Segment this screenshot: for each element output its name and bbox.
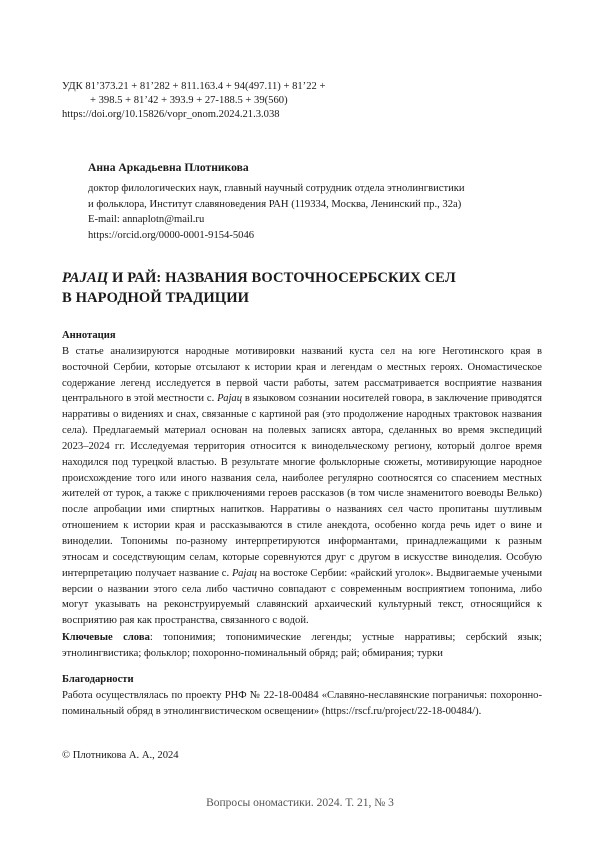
journal-footer: Вопросы ономастики. 2024. Т. 21, № 3 [206, 797, 394, 809]
keywords-section [62, 630, 542, 662]
author-email[interactable]: E-mail: annaplotn@mail.ru [88, 214, 205, 226]
title-italic-word: РАЈАЦ [62, 270, 109, 286]
abstract-part-3: на востоке Сербии: «райский уголок». Выдвигаемые учеными версии о названии этого села либо частично совпадают с современным восприятием топонима, либо могут указывать на реконструируемый славянский архаический культурный текст, относящийся к восприятию рая как пространства, связанного с водой. [62, 567, 542, 627]
copyright: © Плотникова А. А., 2024 [62, 750, 179, 761]
keywords-text [62, 630, 542, 662]
acknowledgements-heading: Благодарности [62, 674, 134, 685]
author-name: Анна Аркадьевна Плотникова [88, 161, 249, 174]
abstract-text [62, 344, 542, 629]
abstract-part-1: В статье анализируются народные мотивировки названий куста сел на юге Неготинского края в восточной Сербии, которые отсылают к истории края и легендам о местных героях. Ономастическое содержание легенд исследуется в первой части работы, затем рассматривается восприятие названия центрального в этой местности с. [62, 345, 542, 405]
doi-link[interactable]: https://doi.org/10.15826/vopr_onom.2024.21.3.038 [62, 109, 280, 121]
keywords-label: Ключевые слова [62, 632, 150, 643]
abstract-heading: Аннотация [62, 330, 116, 341]
acknowledgements-text: Работа осуществлялась по проекту РНФ № 22-18-00484 «Славяно-неславянские пограничья: похоронно-поминальный обряд в этнолингвистическом освещении» (https://rscf.ru/project/22-18-00484/). [62, 689, 542, 717]
title-line-1 [62, 268, 542, 288]
author-affiliation-1: доктор филологических наук, главный научный сотрудник отдела этнолингвистики [88, 183, 465, 195]
title-line-1-rest: И РАЙ: НАЗВАНИЯ ВОСТОЧНОСЕРБСКИХ СЕЛ [108, 270, 456, 286]
keywords-list: : топонимия; топонимические легенды; устные нарративы; сербский язык; этнолингвистика; фольклор; похоронно-поминальный обряд; рай; обмирания; турки [62, 632, 542, 659]
author-orcid[interactable]: https://orcid.org/0000-0001-9154-5046 [88, 229, 255, 241]
author-affiliation-2: и фольклора, Институт славяноведения РАН (119334, Москва, Ленинский пр., 32а) [88, 198, 462, 210]
abstract-section [62, 328, 542, 629]
author-block [88, 160, 548, 243]
udc-block [62, 80, 542, 123]
article-title [62, 268, 542, 308]
abstract-part-2: в языковом сознании носителей говора, в заключение приводятся нарративы о видениях и снах, связанные с картиной рая (это продолжение народных трактовок названия села). Предлагаемый материал основан на полевых записях автора, сделанных во время экспедиций 2023–2024 гг. Исследуемая территория относится к винодельческому региону, который долгое время находился под турецкой властью. В результате многие фольклорные сюжеты, мотивирующие народное происхождение того или иного названия села, наиболее регулярно соотносятся со спасением местных жителей от турок, а также с приключениями героев рассказов (в том числе знаменитого воеводы Велько) после апробации ими спиртных напитков. Нарративы о названиях сел часто пропитаны шутливым отношением к истории края и рассказываются в стиле анекдота, особенно когда речь идет о вине и виноделии. Топонимы по-разному интерпретируются информантами, принадлежащими к разным этносам и соседствующим селам, которые соревнуются друг с другом в искусстве виноделия. Особую интерпретацию получает название с. [62, 393, 542, 579]
title-line-2: В НАРОДНОЙ ТРАДИЦИИ [62, 290, 250, 306]
acknowledgements-section [62, 672, 542, 720]
abstract-italic-2: Рајац [232, 567, 257, 579]
abstract-italic-1: Рајац [217, 393, 243, 405]
udc-line-2: + 398.5 + 81’42 + 393.9 + 27-188.5 + 39(560) [90, 95, 288, 107]
udc-line-1: УДК 81’373.21 + 81’282 + 811.163.4 + 94(497.11) + 81’22 + [62, 81, 326, 92]
